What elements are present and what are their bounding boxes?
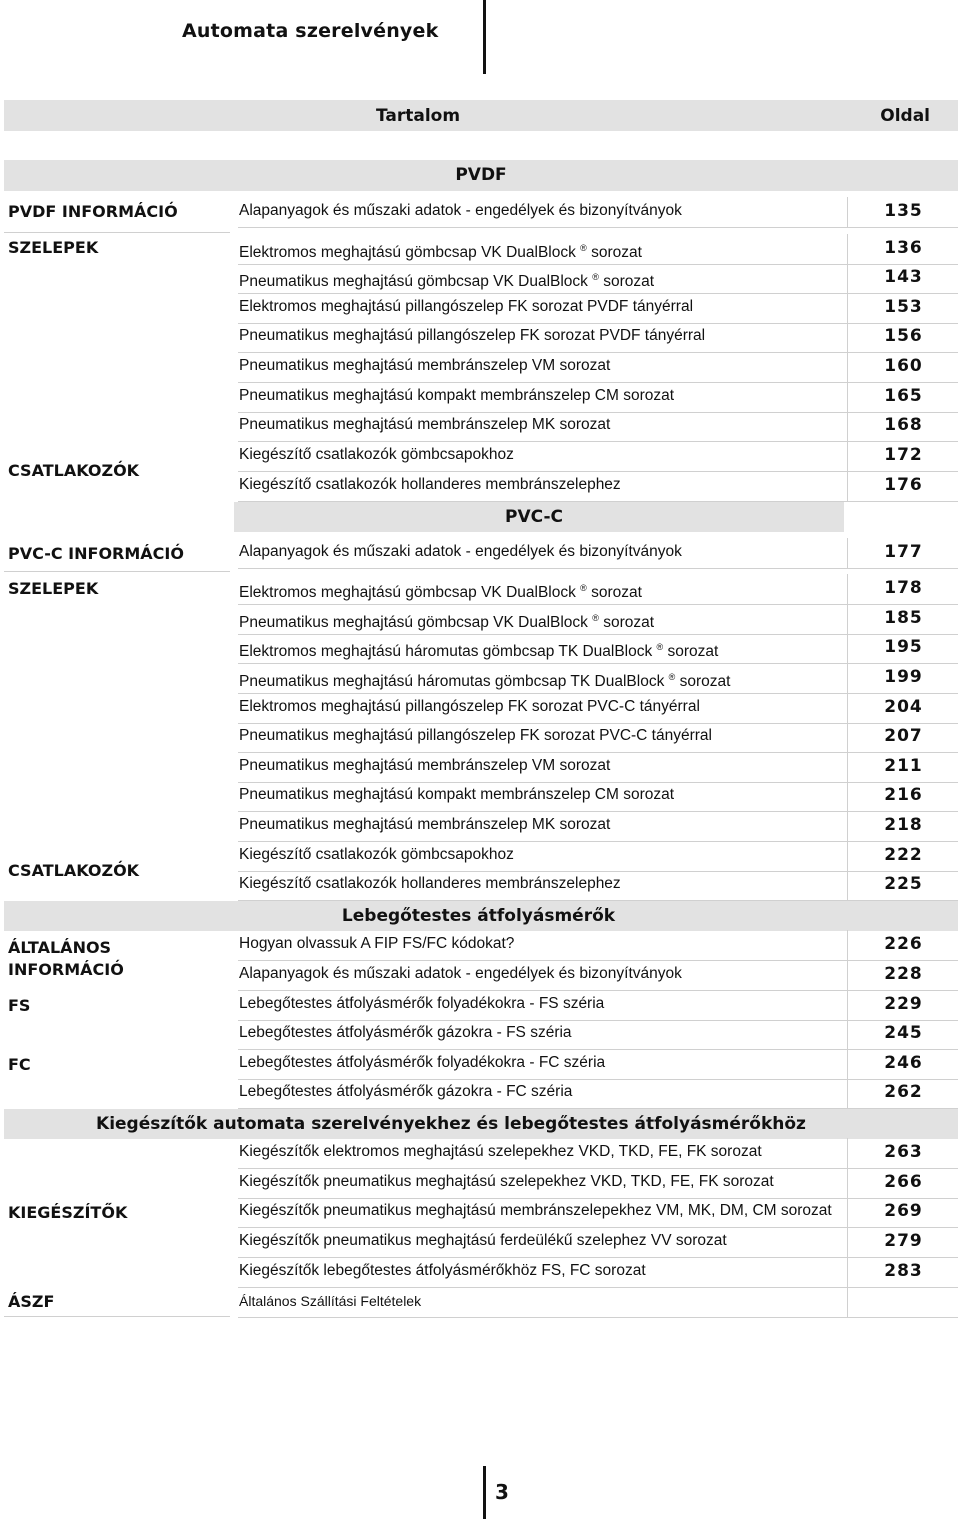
column-divider	[847, 752, 848, 782]
category-altalanos: ÁLTALÁNOS INFORMÁCIÓ	[8, 938, 124, 979]
section-title-accessories: Kiegészítők automata szerelvényekhez és lebegőtestes átfolyásmérőkhöz	[96, 1114, 806, 1134]
section-title-pvdf: PVDF	[455, 165, 507, 185]
column-divider	[847, 1227, 848, 1257]
column-divider	[847, 722, 848, 752]
toc-row	[4, 722, 958, 752]
toc-entry-page: 216	[849, 781, 958, 812]
toc-row	[4, 538, 958, 568]
toc-row	[4, 1287, 958, 1317]
toc-entry-description: Elektromos meghajtású pillangószelep FK sorozat PVC-C tányérral	[238, 693, 849, 724]
toc-entry-description: Elektromos meghajtású gömbcsap VK DualBlock ® sorozat	[238, 234, 849, 265]
toc-entry-page: 263	[849, 1138, 958, 1169]
toc-entry-description: Elektromos meghajtású gömbcsap VK DualBlock ® sorozat	[238, 574, 849, 605]
toc-row	[4, 990, 958, 1020]
column-divider	[847, 197, 848, 227]
toc-row	[4, 811, 958, 841]
toc-row	[4, 293, 958, 323]
toc-entry-page: 199	[849, 663, 958, 694]
toc-row	[4, 197, 958, 227]
toc-entry-page: 143	[849, 263, 958, 294]
toc-entry-description: Kiegészítő csatlakozók gömbcsapokhoz	[238, 841, 849, 872]
column-divider	[847, 781, 848, 811]
toc-entry-page: 269	[849, 1197, 958, 1228]
section-bar-pvdf	[4, 160, 958, 191]
category-csatlakozok-pvdf: CSATLAKOZÓK	[8, 461, 140, 480]
column-divider	[847, 574, 848, 604]
column-divider	[847, 382, 848, 412]
toc-entry-page: 178	[849, 574, 958, 605]
toc-row	[4, 441, 958, 471]
toc-heading: Tartalom	[376, 106, 461, 126]
toc-entry-page: 176	[849, 471, 958, 502]
toc-row	[4, 841, 958, 871]
toc-entry-description: Kiegészítők elektromos meghajtású szelepekhez VKD, TKD, FE, FK sorozat	[238, 1138, 849, 1169]
category-szelepek-pvcc: SZELEPEK	[8, 579, 99, 598]
toc-entry-description: Kiegészítők pneumatikus meghajtású membránszelepekhez VM, MK, DM, CM sorozat	[238, 1197, 849, 1228]
header-divider	[483, 0, 486, 74]
toc-header-bar	[4, 100, 958, 131]
toc-entry-description: Alapanyagok és műszaki adatok - engedélyek és bizonyítványok	[238, 538, 849, 569]
column-divider	[847, 960, 848, 990]
toc-entry-description: Alapanyagok és műszaki adatok - engedélyek és bizonyítványok	[238, 960, 849, 991]
toc-row	[4, 1227, 958, 1257]
category-szelepek-pvdf: SZELEPEK	[8, 238, 99, 257]
toc-entry-page: 168	[849, 411, 958, 442]
toc-entry-description: Kiegészítő csatlakozók hollanderes membránszelephez	[238, 471, 849, 502]
toc-row	[4, 663, 958, 693]
toc-entry-page: 279	[849, 1227, 958, 1258]
footer-divider	[483, 1466, 486, 1519]
column-divider	[847, 234, 848, 264]
category-fc: FC	[8, 1055, 31, 1074]
toc-row	[4, 1019, 958, 1049]
category-aszf: ÁSZF	[8, 1292, 55, 1311]
toc-row	[4, 930, 958, 960]
column-divider	[847, 1168, 848, 1198]
toc-row	[4, 1049, 958, 1079]
toc-row	[4, 471, 958, 501]
toc-entry-description: Lebegőtestes átfolyásmérők folyadékokra - FC széria	[238, 1049, 849, 1080]
toc-entry-page: 185	[849, 604, 958, 635]
column-divider	[847, 538, 848, 568]
page-header-title: Automata szerelvények	[182, 20, 439, 42]
toc-row	[4, 870, 958, 900]
toc-entry-page: 207	[849, 722, 958, 753]
toc-entry-page: 165	[849, 382, 958, 413]
category-kiegeszitok: KIEGÉSZÍTŐK	[8, 1203, 128, 1222]
column-divider	[847, 693, 848, 723]
toc-entry-description: Pneumatikus meghajtású gömbcsap VK DualBlock ® sorozat	[238, 604, 849, 635]
toc-entry-page: 228	[849, 960, 958, 991]
toc-entry-page: 160	[849, 352, 958, 383]
toc-row	[4, 1138, 958, 1168]
column-divider	[847, 1287, 848, 1317]
column-divider	[847, 811, 848, 841]
column-divider	[847, 870, 848, 900]
toc-entry-description: Általános Szállítási Feltételek	[238, 1287, 849, 1318]
column-divider	[847, 990, 848, 1020]
toc-row	[4, 1078, 958, 1108]
column-divider	[847, 930, 848, 960]
toc-entry-page: 266	[849, 1168, 958, 1199]
column-divider	[847, 663, 848, 693]
toc-entry-page: 153	[849, 293, 958, 324]
toc-entry-description: Alapanyagok és műszaki adatok - engedélyek és bizonyítványok	[238, 197, 849, 228]
column-divider	[847, 263, 848, 293]
toc-row	[4, 781, 958, 811]
toc-entry-page: 283	[849, 1257, 958, 1288]
toc-entry-description: Pneumatikus meghajtású háromutas gömbcsap TK DualBlock ® sorozat	[238, 663, 849, 694]
column-divider	[847, 441, 848, 471]
toc-entry-page: 177	[849, 538, 958, 569]
toc-entry-description: Lebegőtestes átfolyásmérők gázokra - FS széria	[238, 1019, 849, 1050]
section-bar-pvcc	[234, 502, 844, 532]
toc-entry-description: Kiegészítők pneumatikus meghajtású szelepekhez VKD, TKD, FE, FK sorozat	[238, 1168, 849, 1199]
toc-page-heading: Oldal	[880, 106, 930, 126]
category-fs: FS	[8, 996, 31, 1015]
toc-row	[4, 693, 958, 723]
toc-row	[4, 234, 958, 264]
column-divider	[847, 1078, 848, 1108]
toc-entry-page: 262	[849, 1078, 958, 1109]
toc-entry-page: 136	[849, 234, 958, 265]
category-csatlakozok-pvcc: CSATLAKOZÓK	[8, 861, 140, 880]
toc-row	[4, 1168, 958, 1198]
toc-entry-description: Lebegőtestes átfolyásmérők gázokra - FC széria	[238, 1078, 849, 1109]
toc-row	[4, 322, 958, 352]
toc-entry-description: Pneumatikus meghajtású membránszelep MK sorozat	[238, 811, 849, 842]
toc-entry-page: 246	[849, 1049, 958, 1080]
toc-row	[4, 574, 958, 604]
column-divider	[847, 1049, 848, 1079]
toc-entry-description: Kiegészítők pneumatikus meghajtású ferdeülékű szelephez VV sorozat	[238, 1227, 849, 1258]
toc-entry-page: 156	[849, 322, 958, 353]
toc-entry-page: 222	[849, 841, 958, 872]
toc-row	[4, 960, 958, 990]
section-title-flow: Lebegőtestes átfolyásmérők	[341, 906, 616, 926]
toc-entry-page: 245	[849, 1019, 958, 1050]
column-divider	[847, 1197, 848, 1227]
toc-entry-description: Pneumatikus meghajtású kompakt membránszelep CM sorozat	[238, 382, 849, 413]
toc-entry-description: Pneumatikus meghajtású gömbcsap VK DualBlock ® sorozat	[238, 263, 849, 294]
toc-entry-description: Pneumatikus meghajtású pillangószelep FK sorozat PVDF tányérral	[238, 322, 849, 353]
toc-entry-description: Pneumatikus meghajtású kompakt membránszelep CM sorozat	[238, 781, 849, 812]
toc-entry-description: Kiegészítő csatlakozók gömbcsapokhoz	[238, 441, 849, 472]
toc-entry-page: 225	[849, 870, 958, 901]
toc-entry-description: Kiegészítő csatlakozók hollanderes membránszelephez	[238, 870, 849, 901]
toc-entry-description: Pneumatikus meghajtású membránszelep MK sorozat	[238, 411, 849, 442]
toc-entry-page: 226	[849, 930, 958, 961]
section-title-pvcc: PVC-C	[504, 507, 563, 527]
column-divider	[847, 352, 848, 382]
toc-entry-page: 211	[849, 752, 958, 783]
column-divider	[847, 411, 848, 441]
toc-entry-page: 135	[849, 197, 958, 228]
column-divider	[847, 841, 848, 871]
column-divider	[847, 293, 848, 323]
toc-row	[4, 633, 958, 663]
toc-entry-description: Kiegészítők lebegőtestes átfolyásmérőkhöz FS, FC sorozat	[238, 1257, 849, 1288]
toc-entry-page: 195	[849, 633, 958, 664]
toc-entry-page	[849, 1287, 958, 1318]
toc-entry-page: 229	[849, 990, 958, 1021]
toc-row	[4, 1197, 958, 1227]
section-bar-flow	[4, 901, 958, 931]
toc-row	[4, 352, 958, 382]
toc-entry-page: 172	[849, 441, 958, 472]
page-number: 3	[495, 1480, 509, 1504]
toc-row	[4, 382, 958, 412]
toc-row	[4, 1257, 958, 1287]
column-divider	[847, 633, 848, 663]
toc-entry-description: Pneumatikus meghajtású membránszelep VM sorozat	[238, 352, 849, 383]
toc-entry-description: Lebegőtestes átfolyásmérők folyadékokra - FS széria	[238, 990, 849, 1021]
column-divider	[847, 471, 848, 501]
toc-row	[4, 752, 958, 782]
column-divider	[847, 1019, 848, 1049]
category-pvcc-info: PVC-C INFORMÁCIÓ	[8, 544, 184, 563]
toc-entry-description: Elektromos meghajtású háromutas gömbcsap TK DualBlock ® sorozat	[238, 633, 849, 664]
toc-entry-description: Hogyan olvassuk A FIP FS/FC kódokat?	[238, 930, 849, 961]
column-divider	[847, 1257, 848, 1287]
column-divider	[847, 322, 848, 352]
toc-entry-page: 204	[849, 693, 958, 724]
toc-row	[4, 263, 958, 293]
toc-entry-page: 218	[849, 811, 958, 842]
column-divider	[847, 604, 848, 634]
toc-row	[4, 604, 958, 634]
toc-entry-description: Elektromos meghajtású pillangószelep FK sorozat PVDF tányérral	[238, 293, 849, 324]
section-bar-accessories	[4, 1109, 958, 1139]
toc-entry-description: Pneumatikus meghajtású membránszelep VM sorozat	[238, 752, 849, 783]
column-divider	[847, 1138, 848, 1168]
toc-row	[4, 411, 958, 441]
toc-entry-description: Pneumatikus meghajtású pillangószelep FK sorozat PVC-C tányérral	[238, 722, 849, 753]
category-pvdf-info: PVDF INFORMÁCIÓ	[8, 202, 178, 221]
